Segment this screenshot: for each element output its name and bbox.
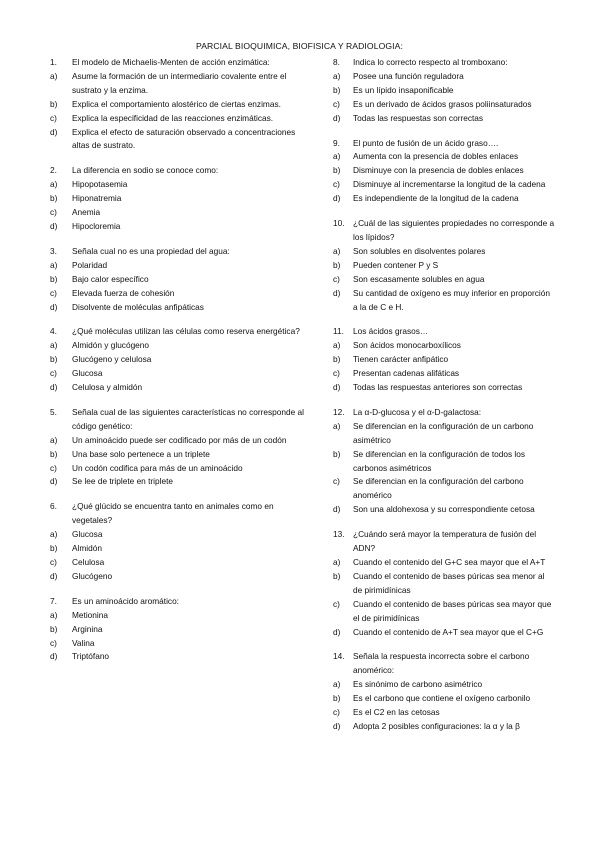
option-letter: b) xyxy=(50,623,58,634)
answer-option xyxy=(333,678,555,692)
option-letter: b) xyxy=(333,165,341,176)
question-stem xyxy=(50,56,312,70)
option-text: Polaridad xyxy=(72,259,108,270)
option-letter: c) xyxy=(333,98,340,109)
option-text: Almidón y glucógeno xyxy=(72,340,150,351)
option-letter: c) xyxy=(50,112,57,123)
answer-option xyxy=(333,245,555,259)
option-text: Se lee de triplete en triplete xyxy=(72,476,174,487)
question-text: ¿Cuándo será mayor la temperatura de fusión del ADN? xyxy=(353,529,537,554)
option-letter: a) xyxy=(50,529,58,540)
answer-option xyxy=(50,381,312,395)
question-block xyxy=(333,217,555,314)
option-letter: d) xyxy=(50,126,58,137)
option-letter: a) xyxy=(50,70,58,81)
option-text: Son solubles en disolventes polares xyxy=(353,245,486,256)
answer-option xyxy=(50,126,312,154)
question-stem xyxy=(333,217,555,245)
question-stem xyxy=(50,325,312,339)
option-text: Posee una función reguladora xyxy=(353,70,464,81)
answer-option xyxy=(333,720,555,734)
question-stem xyxy=(333,325,555,339)
question-block xyxy=(333,137,555,207)
option-text: Explica el comportamiento alostérico de ciertas enzimas. xyxy=(72,98,281,109)
option-letter: a) xyxy=(333,245,341,256)
option-text: Se diferencian en la configuración del carbono anomérico xyxy=(353,476,524,501)
option-letter: c) xyxy=(50,207,57,218)
option-text: Su cantidad de oxígeno es muy inferior en proporción a la de C e H. xyxy=(353,287,550,312)
answer-option xyxy=(50,287,312,301)
option-letter: a) xyxy=(333,151,341,162)
option-letter: b) xyxy=(50,273,58,284)
option-letter: b) xyxy=(50,98,58,109)
answer-option xyxy=(333,626,555,640)
option-letter: c) xyxy=(50,287,57,298)
option-text: Elevada fuerza de cohesión xyxy=(72,287,175,298)
left-question-column xyxy=(50,56,312,675)
question-text: ¿Qué moléculas utilizan las células como reserva energética? xyxy=(72,326,300,337)
question-stem xyxy=(50,406,312,434)
answer-option xyxy=(50,623,312,637)
answer-option xyxy=(50,475,312,489)
option-letter: d) xyxy=(50,651,58,662)
answer-option xyxy=(333,164,555,178)
option-text: Cuando el contenido de bases púricas sea mayor que el de pirimidínicas xyxy=(353,598,552,623)
answer-option xyxy=(333,598,555,626)
option-text: Pueden contener P y S xyxy=(353,259,439,270)
question-block xyxy=(50,325,312,395)
option-letter: d) xyxy=(333,626,341,637)
option-letter: d) xyxy=(50,220,58,231)
option-text: Almidón xyxy=(72,543,102,554)
option-letter: a) xyxy=(50,179,58,190)
answer-option xyxy=(333,192,555,206)
answer-option xyxy=(50,353,312,367)
option-letter: d) xyxy=(333,504,341,515)
answer-option xyxy=(50,609,312,623)
answer-option xyxy=(333,367,555,381)
question-number: 10. xyxy=(333,218,345,229)
answer-option xyxy=(333,259,555,273)
option-letter: b) xyxy=(333,570,341,581)
answer-option xyxy=(333,692,555,706)
option-letter: a) xyxy=(333,420,341,431)
question-block xyxy=(333,650,555,733)
option-letter: c) xyxy=(50,557,57,567)
answer-option xyxy=(50,367,312,381)
question-number: 4. xyxy=(50,326,57,337)
option-text: Triptófano xyxy=(72,651,110,662)
option-letter: d) xyxy=(333,720,341,731)
option-text: Metionina xyxy=(72,609,108,620)
question-block xyxy=(50,245,312,315)
option-text: Cuando el contenido de bases púricas sea menor al de pirimidínicas xyxy=(353,570,545,595)
question-number: 13. xyxy=(333,529,345,540)
answer-option xyxy=(333,353,555,367)
right-question-column xyxy=(333,56,555,745)
option-letter: c) xyxy=(50,368,57,379)
question-stem xyxy=(333,56,555,70)
answer-option xyxy=(50,637,312,651)
answer-option xyxy=(50,556,312,570)
option-letter: a) xyxy=(333,557,341,567)
option-letter: d) xyxy=(333,287,341,298)
question-block xyxy=(50,164,312,234)
option-letter: c) xyxy=(50,637,57,648)
option-text: Hipopotasemia xyxy=(72,179,128,190)
option-letter: b) xyxy=(50,543,58,554)
option-text: Es sinónimo de carbono asimétrico xyxy=(353,679,483,690)
option-text: Es el C2 en las cetosas xyxy=(353,707,440,718)
question-number: 3. xyxy=(50,245,57,256)
answer-option xyxy=(50,206,312,220)
answer-option xyxy=(50,178,312,192)
question-stem xyxy=(50,164,312,178)
answer-option xyxy=(333,706,555,720)
option-text: Bajo calor específico xyxy=(72,273,149,284)
answer-option xyxy=(50,192,312,206)
answer-option xyxy=(333,339,555,353)
option-text: Son escasamente solubles en agua xyxy=(353,273,485,284)
answer-option xyxy=(50,339,312,353)
option-text: Es el carbono que contiene el oxígeno carbonilo xyxy=(353,693,531,704)
question-block xyxy=(333,56,555,126)
question-stem xyxy=(50,245,312,259)
option-text: Aumenta con la presencia de dobles enlaces xyxy=(353,151,519,162)
option-text: Son ácidos monocarboxílicos xyxy=(353,340,461,351)
option-text: Tienen carácter anfipático xyxy=(353,354,449,365)
option-letter: d) xyxy=(333,193,341,204)
exam-title: PARCIAL BIOQUIMICA, BIOFISICA Y RADIOLOGIA: xyxy=(196,41,403,51)
answer-option xyxy=(333,70,555,84)
answer-option xyxy=(50,528,312,542)
question-text: La α-D-glucosa y el α-D-galactosa: xyxy=(353,406,482,417)
option-letter: b) xyxy=(333,354,341,365)
option-text: Anemia xyxy=(72,207,101,218)
option-letter: d) xyxy=(50,476,58,487)
option-text: Disminuye al incrementarse la longitud de la cadena xyxy=(353,179,546,190)
option-letter: a) xyxy=(50,259,58,270)
answer-option xyxy=(50,542,312,556)
question-block xyxy=(333,528,555,639)
option-text: Una base solo pertenece a un triplete xyxy=(72,448,210,459)
option-text: Son una aldohexosa y su correspondiente cetosa xyxy=(353,504,535,515)
question-text: Señala cual no es una propiedad del agua: xyxy=(72,245,230,256)
option-letter: a) xyxy=(50,434,58,445)
option-text: Todas las respuestas anteriores son correctas xyxy=(353,382,523,393)
question-block xyxy=(50,56,312,153)
answer-option xyxy=(50,434,312,448)
answer-option xyxy=(333,503,555,517)
question-number: 14. xyxy=(333,651,345,662)
answer-option xyxy=(50,98,312,112)
answer-option xyxy=(333,556,555,570)
option-text: Valina xyxy=(72,637,95,648)
option-text: Presentan cadenas alifáticas xyxy=(353,368,460,379)
question-block xyxy=(50,595,312,665)
option-letter: a) xyxy=(50,609,58,620)
question-stem xyxy=(333,650,555,678)
question-text: Señala cual de las siguientes características no corresponde al código genético: xyxy=(72,406,304,431)
option-letter: b) xyxy=(50,193,58,204)
option-letter: c) xyxy=(333,707,340,718)
option-text: Asume la formación de un intermediario covalente entre el sustrato y la enzima. xyxy=(72,70,287,95)
question-text: Señala la respuesta incorrecta sobre el carbono anomérico: xyxy=(353,651,530,676)
question-text: Indica lo correcto respecto al tromboxano: xyxy=(353,57,508,67)
question-number: 5. xyxy=(50,406,57,417)
question-block xyxy=(333,325,555,395)
option-letter: b) xyxy=(50,448,58,459)
answer-option xyxy=(333,420,555,448)
answer-option xyxy=(333,84,555,98)
answer-option xyxy=(50,112,312,126)
question-text: ¿Qué glúcido se encuentra tanto en animales como en vegetales? xyxy=(72,501,274,526)
option-letter: a) xyxy=(333,70,341,81)
option-letter: c) xyxy=(333,368,340,379)
option-text: Celulosa xyxy=(72,557,105,567)
answer-option xyxy=(333,570,555,598)
option-letter: a) xyxy=(333,679,341,690)
option-text: Glucógeno xyxy=(72,570,113,581)
answer-option xyxy=(333,112,555,126)
answer-option xyxy=(50,462,312,476)
answer-option xyxy=(50,570,312,584)
answer-option xyxy=(333,448,555,476)
option-text: Hiponatremia xyxy=(72,193,122,204)
answer-option xyxy=(333,287,555,315)
option-text: Disminuye con la presencia de dobles enlaces xyxy=(353,165,524,176)
question-stem xyxy=(333,406,555,420)
answer-option xyxy=(50,259,312,273)
answer-option xyxy=(333,178,555,192)
question-text: ¿Cuál de las siguientes propiedades no corresponde a los lípidos? xyxy=(353,218,555,242)
option-text: Adopta 2 posibles configuraciones: la α y la β xyxy=(353,720,520,731)
question-text: El modelo de Michaelis-Menten de acción enzimática: xyxy=(72,57,270,67)
question-block xyxy=(50,406,312,489)
option-letter: c) xyxy=(50,462,57,473)
option-letter: c) xyxy=(333,598,340,609)
answer-option xyxy=(333,98,555,112)
option-text: Celulosa y almidón xyxy=(72,382,143,393)
answer-option xyxy=(50,448,312,462)
answer-option xyxy=(50,273,312,287)
option-text: Hipocloremia xyxy=(72,220,121,231)
option-text: Es un lípido insaponificable xyxy=(353,84,454,95)
question-number: 6. xyxy=(50,501,57,512)
option-letter: d) xyxy=(50,382,58,393)
option-letter: a) xyxy=(50,340,58,351)
question-number: 7. xyxy=(50,595,57,606)
option-text: Todas las respuestas son correctas xyxy=(353,112,484,123)
answer-option xyxy=(333,273,555,287)
option-text: Glucosa xyxy=(72,368,103,379)
option-text: Glucógeno y celulosa xyxy=(72,354,152,365)
option-text: Glucosa xyxy=(72,529,103,540)
option-letter: d) xyxy=(333,382,341,393)
question-text: Es un aminoácido aromático: xyxy=(72,595,179,606)
question-text: El punto de fusión de un ácido graso…. xyxy=(353,137,499,148)
question-block xyxy=(50,500,312,583)
option-text: Es un derivado de ácidos grasos poliinsaturados xyxy=(353,98,532,109)
option-letter: b) xyxy=(333,84,341,95)
option-text: Disolvente de moléculas anfipáticas xyxy=(72,301,204,312)
option-letter: d) xyxy=(50,570,58,581)
option-text: Explica la especificidad de las reacciones enzimáticas. xyxy=(72,112,274,123)
question-number: 8. xyxy=(333,57,340,67)
question-number: 12. xyxy=(333,406,345,417)
option-letter: c) xyxy=(333,179,340,190)
question-stem xyxy=(333,528,555,556)
question-text: La diferencia en sodio se conoce como: xyxy=(72,165,219,176)
answer-option xyxy=(333,381,555,395)
answer-option xyxy=(333,475,555,503)
option-letter: c) xyxy=(333,476,340,487)
option-text: Explica el efecto de saturación observado a concentraciones altas de sustrato. xyxy=(72,126,296,151)
option-text: Un aminoácido puede ser codificado por más de un codón xyxy=(72,434,287,445)
option-letter: b) xyxy=(333,448,341,459)
option-text: Se diferencian en la configuración de un carbono asimétrico xyxy=(353,420,534,445)
option-text: Se diferencian en la configuración de todos los carbonos asimétricos xyxy=(353,448,526,473)
answer-option xyxy=(50,220,312,234)
question-number: 1. xyxy=(50,57,57,67)
option-text: Cuando el contenido del G+C sea mayor que el A+T xyxy=(353,557,546,567)
option-letter: b) xyxy=(333,693,341,704)
answer-option xyxy=(333,150,555,164)
question-text: Los ácidos grasos… xyxy=(353,326,429,337)
option-letter: d) xyxy=(50,301,58,312)
question-stem xyxy=(333,137,555,151)
question-number: 9. xyxy=(333,137,340,148)
option-letter: d) xyxy=(333,112,341,123)
question-block xyxy=(333,406,555,517)
option-letter: b) xyxy=(333,259,341,270)
option-letter: c) xyxy=(333,273,340,284)
option-letter: b) xyxy=(50,354,58,365)
option-text: Un codón codifica para más de un aminoácido xyxy=(72,462,243,473)
question-stem xyxy=(50,500,312,528)
option-letter: a) xyxy=(333,340,341,351)
question-number: 2. xyxy=(50,165,57,176)
question-stem xyxy=(50,595,312,609)
question-number: 11. xyxy=(333,326,344,337)
option-text: Cuando el contenido de A+T sea mayor que el C+G xyxy=(353,626,544,637)
option-text: Es independiente de la longitud de la cadena xyxy=(353,193,519,204)
answer-option xyxy=(50,650,312,664)
option-text: Arginina xyxy=(72,623,103,634)
answer-option xyxy=(50,301,312,315)
answer-option xyxy=(50,70,312,98)
